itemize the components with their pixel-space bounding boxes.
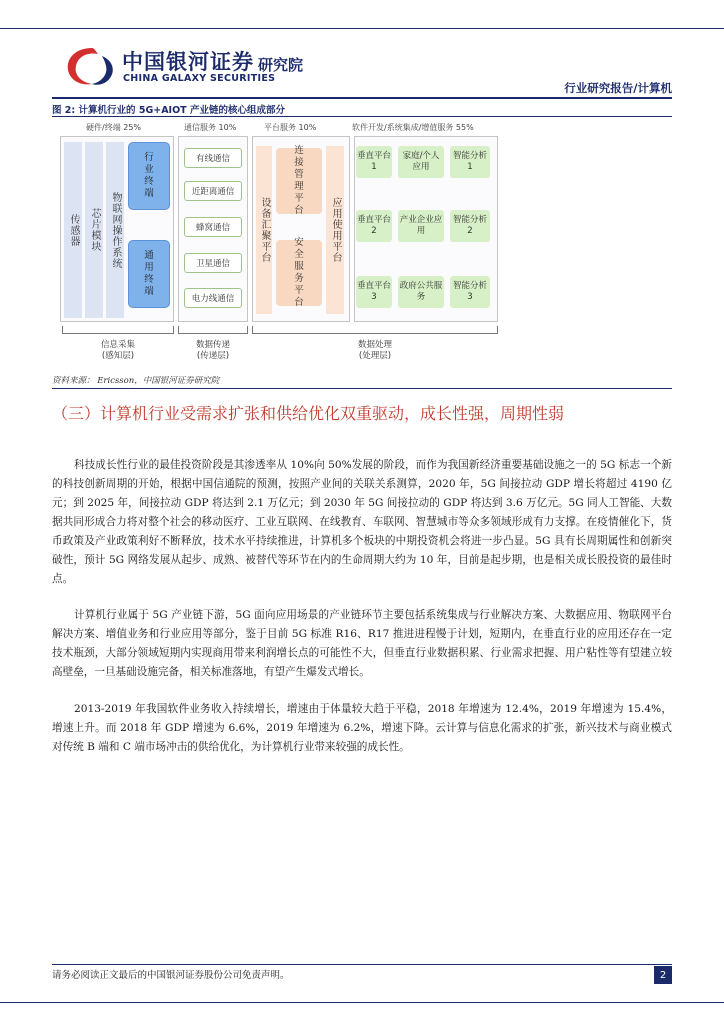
report-type: 行业研究报告/计算机 — [564, 81, 672, 95]
industry-terminal-box: 行业终端 — [128, 142, 170, 210]
security-service-box: 安全服务平台 — [276, 240, 322, 306]
process-bracket — [252, 326, 498, 334]
category-platform: 平台服务 10% — [264, 123, 317, 132]
section-title: （三）计算机行业受需求扩张和供给优化双重驱动，成长性强，周期性弱 — [52, 404, 565, 423]
brand-name-cn: 中国银河证券 — [122, 50, 254, 74]
paragraph-2: 计算机行业属于 5G 产业链下游，5G 面向应用场景的产业链环节主要包括系统集成与行业解决方案、大数据应用、物联网平台解决方案、增值业务和行业应用等部分，鉴于目前 5G 标准 R16、R17 推进进程慢于计划，短期内，在垂直行业的应用还存在一定技术瓶颈，大部分领域短期内实现商用带来利润增长点的可能性不大，但垂直行业数据积累、行业需求把握、用户粘性等有望建立较高壁垒，一旦基础设施完备，相关标准落地，有望产生爆发式增长。 — [52, 609, 672, 678]
process-layer-label: 数据处理 (处理层) — [357, 340, 392, 361]
galaxy-logo — [62, 44, 122, 88]
device-aggregation-bar: 设备汇聚平台 — [256, 146, 272, 314]
source-rule — [52, 388, 672, 389]
collect-bracket — [62, 326, 174, 334]
software-item: 垂直平台3 — [356, 276, 392, 308]
figure-rule — [52, 116, 672, 117]
category-comm: 通信服务 10% — [184, 123, 237, 132]
comm-item: 卫星通信 — [184, 253, 242, 273]
footer-rule — [52, 964, 672, 965]
transfer-bracket — [178, 326, 248, 334]
software-item: 垂直平台2 — [356, 210, 392, 242]
chip-module-bar: 芯片模块 — [85, 142, 103, 318]
category-software: 软件开发/系统集成/增值服务 55% — [352, 123, 474, 132]
comm-item: 蜂窝通信 — [184, 217, 242, 237]
category-hardware: 硬件/终端 25% — [86, 123, 142, 132]
figure-title: 图 2: 计算机行业的 5G+AIOT 产业链的核心组成部分 — [52, 105, 285, 116]
paragraph-1: 科技成长性行业的最佳投资阶段是其渗透率从 10%向 50%发展的阶段，而作为我国新经济重要基础设施之一的 5G 标志一个新的科技创新周期的开始，根据中国信通院的预测，按照产业间的关联关系测算，2020 年，5G 间接拉动 GDP 增长将超过 4190 亿元；到 2025 年，间接拉动 GDP 将达到 2.1 万亿元；到 2030 年 5G 间接拉动的 GDP 将达到 3.6 万亿元。5G 同人工智能、大数据共同形成合力将对整个社会的移动医疗、工业互联网、在线教育、车联网、智慧城市等众多领域形成有力支撑。在疫情催化下，货币政策及产业政策利好不断释放，技术水平持续推进，计算机多个板块的中期投资机会将进一步凸显。5G 具有长周期属性和创新突破性，预计 5G 网络发展从起步、成熟、被替代等环节在内的生命周期大约为 10 年，目前是起步期，也是相关成长股投资的最佳时点。 — [52, 459, 672, 585]
software-item: 智能分析3 — [450, 276, 490, 308]
comm-item: 近距离通信 — [184, 181, 242, 201]
header-rule — [52, 97, 672, 99]
page-number: 2 — [654, 966, 672, 984]
software-item: 智能分析2 — [450, 210, 490, 242]
software-item: 垂直平台1 — [356, 146, 392, 178]
software-item: 家庭/个人应用 — [398, 146, 444, 178]
connection-mgmt-box: 连接管理平台 — [276, 148, 322, 214]
brand-name-en: CHINA GALAXY SECURITIES — [123, 73, 276, 84]
transfer-layer-label: 数据传递 (传递层) — [195, 340, 230, 361]
general-terminal-box: 通用终端 — [128, 240, 170, 308]
sensor-bar: 传感器 — [64, 142, 82, 318]
collect-layer-label: 信息采集 (感知层) — [100, 340, 135, 361]
bottom-rule — [0, 1002, 724, 1003]
software-item: 产业企业应用 — [398, 210, 444, 242]
comm-item: 有线通信 — [184, 148, 242, 168]
application-platform-bar: 应用使用平台 — [326, 146, 344, 314]
iot-os-bar: 物联网操作系统 — [106, 142, 124, 318]
institute-label: 研究院 — [258, 56, 304, 74]
comm-item: 电力线通信 — [184, 288, 242, 308]
industry-chain-diagram — [52, 118, 672, 370]
figure-source: 资料来源： Ericsson，中国银河证券研究院 — [52, 376, 220, 386]
paragraph-3: 2013-2019 年我国软件业务收入持续增长，增速由于体量较大趋于平稳，2018 年增速为 12.4%，2019 年增速为 15.4%，增速上升。而 2018 年 GDP 增速为 6.6%，2019 年增速为 6.2%，增速下降。云计算与信息化需求的扩张，新兴技术与商业模式对传统 B 端和 C 端市场冲击的供给优化，为计算机行业带来较强的成长性。 — [52, 703, 672, 753]
footer-disclaimer: 请务必阅读正文最后的中国银河证券股份公司免责声明。 — [52, 970, 290, 981]
software-item: 政府公共服务 — [398, 276, 444, 308]
software-item: 智能分析1 — [450, 146, 490, 178]
top-rule — [0, 28, 724, 29]
